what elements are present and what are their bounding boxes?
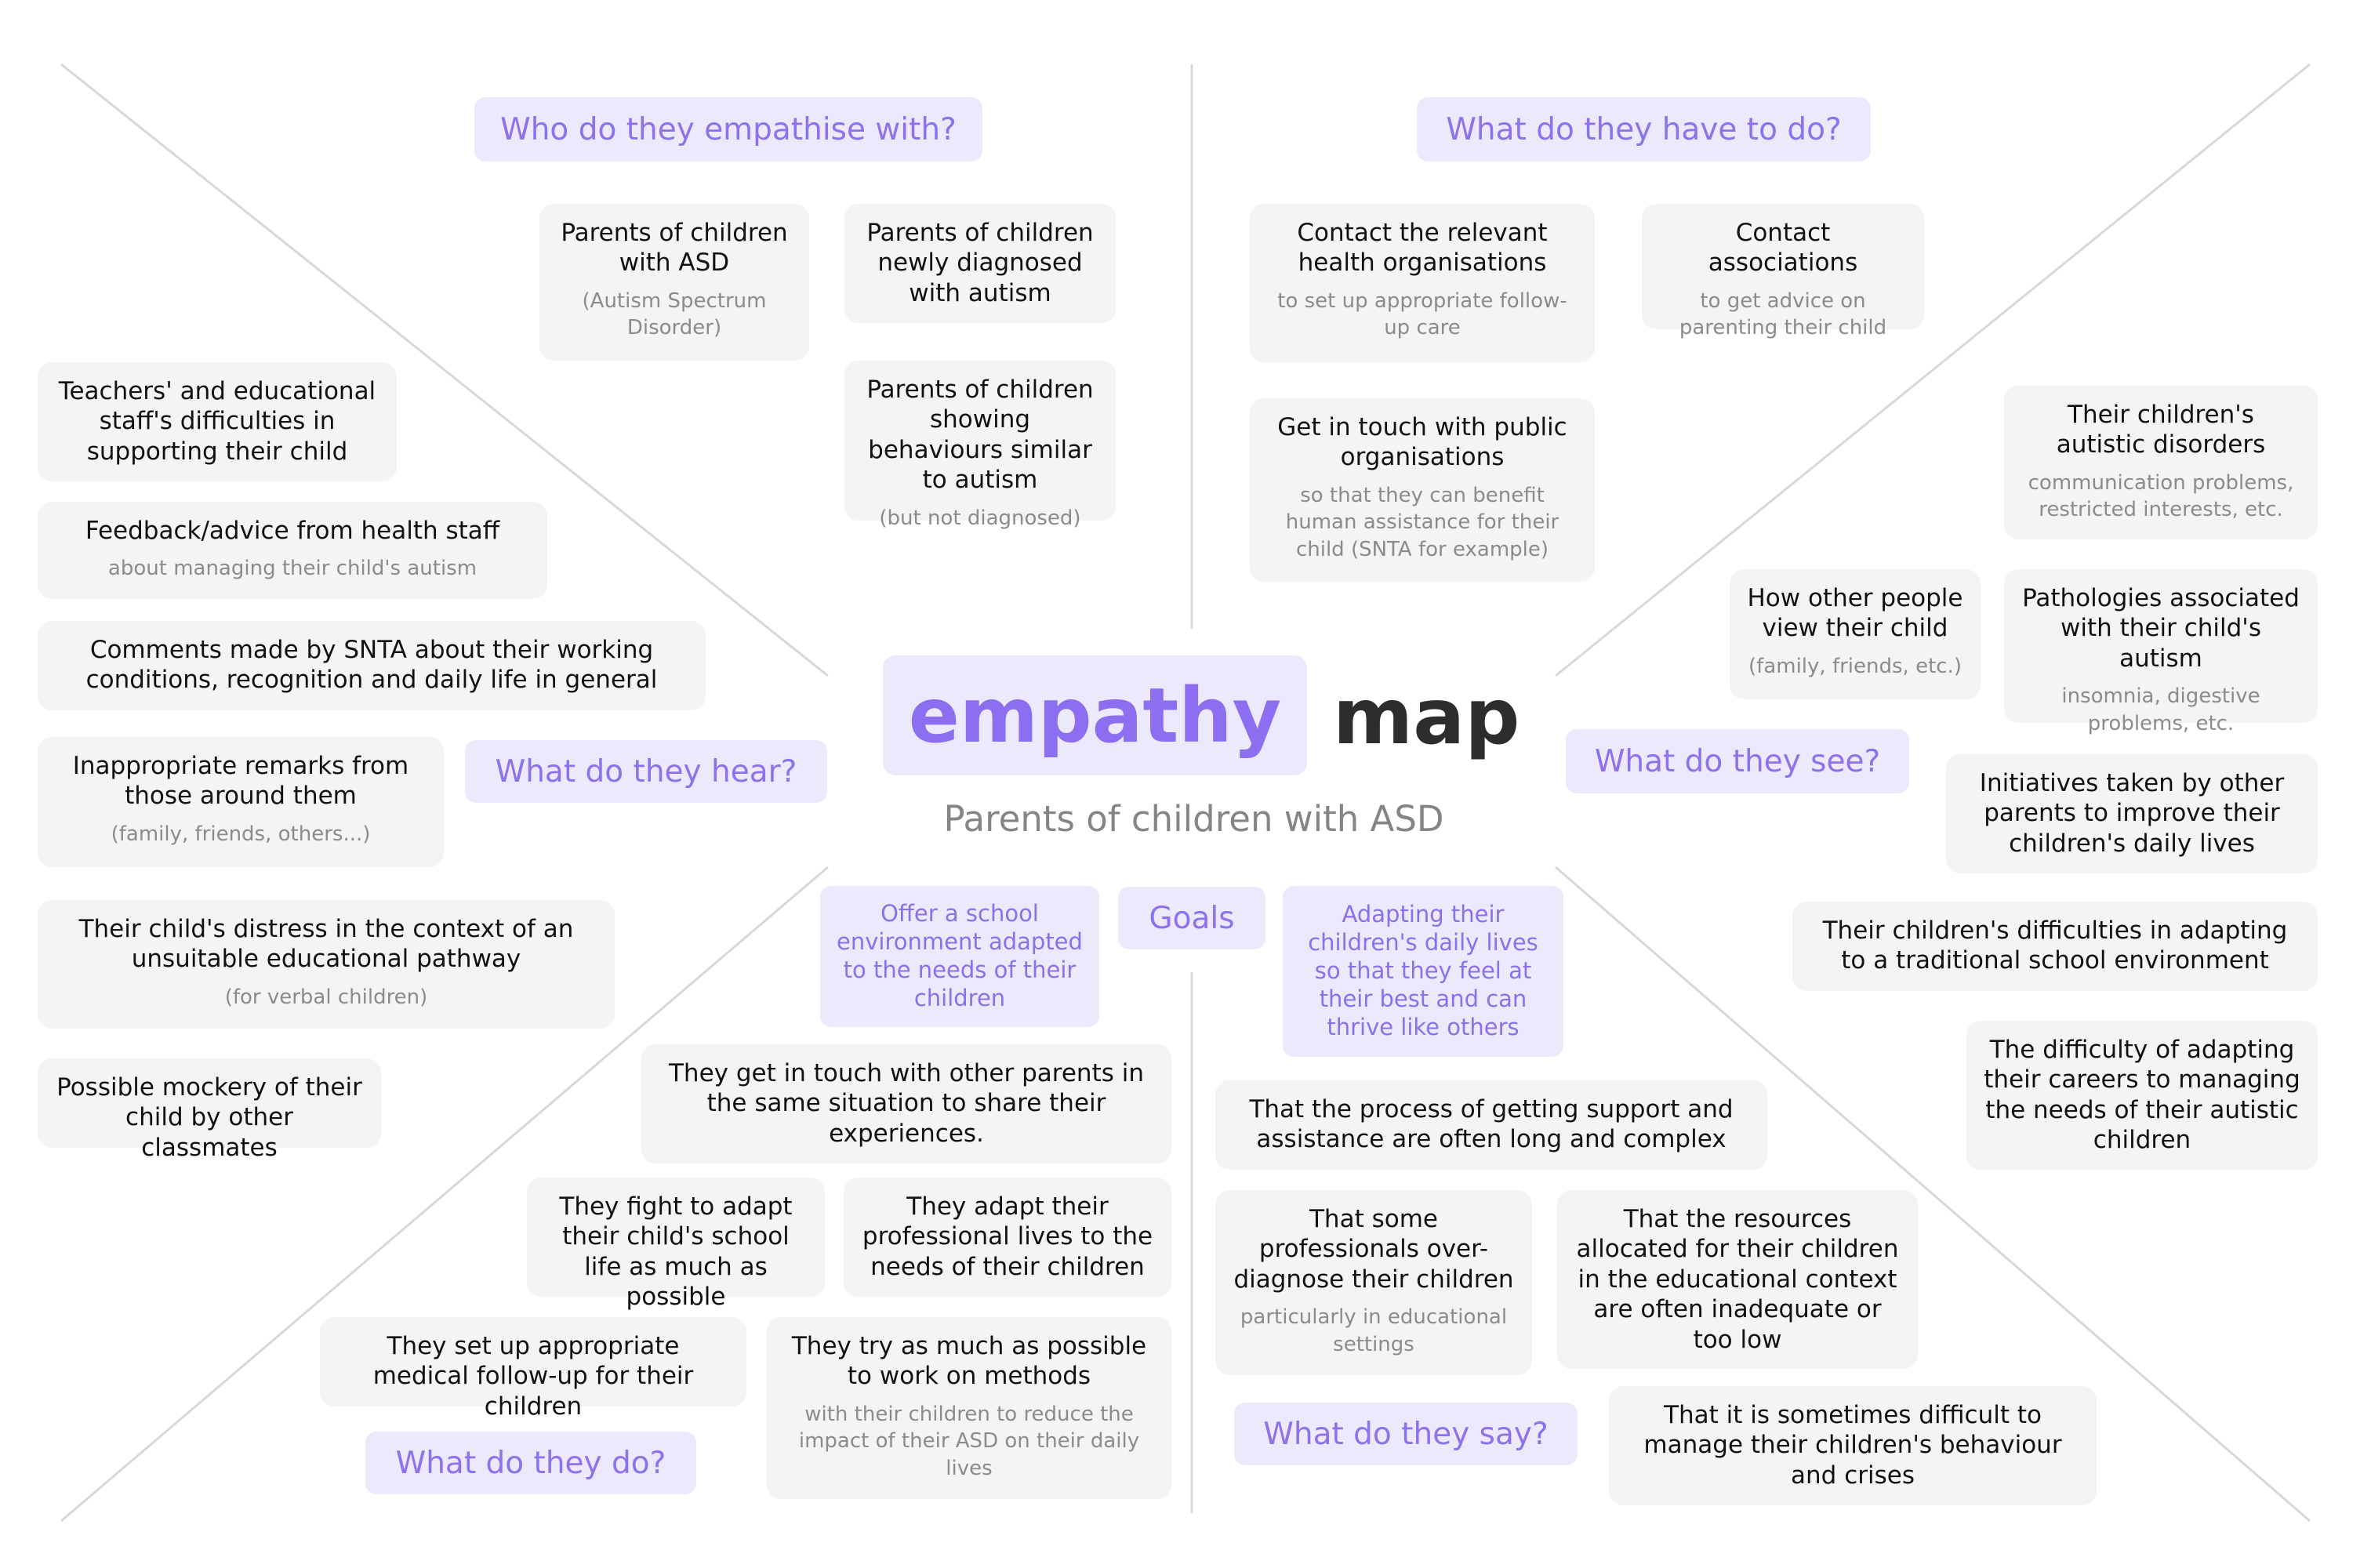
goal-card: Offer a school environment adapted to the needs of their children: [820, 886, 1099, 1027]
card-text: Contact the relevant health organisations: [1297, 219, 1548, 278]
card-text: They get in touch with other parents in the same situation to share their experiences.: [669, 1059, 1144, 1148]
card-subtext: so that they can benefit human assistance for their child (SNTA for example): [1285, 483, 1559, 561]
card-text: Possible mockery of their child by other classmates: [56, 1073, 362, 1162]
card-text: That some professionals over-diagnose their children: [1233, 1205, 1514, 1294]
have-to-do-card: [1250, 204, 1595, 362]
card-text: They fight to adapt their child's school life as much as possible: [559, 1192, 793, 1312]
card-subtext: (but not diagnosed): [879, 506, 1081, 530]
card-text: Initiatives taken by other parents to improve their children's daily lives: [1979, 769, 2285, 858]
see-card: [1946, 754, 2318, 873]
subtitle: Parents of children with ASD: [943, 798, 1444, 840]
card-text: Parents of children showing behaviours similar to autism: [866, 376, 1094, 495]
see-card: [2004, 569, 2318, 735]
card-subtext: insomnia, digestive problems, etc.: [2061, 684, 2260, 735]
section-empathise: Who do they empathise with?: [474, 97, 982, 162]
card-text: Pathologies associated with their child's autism: [2022, 584, 2300, 673]
card-text: Contact associations: [1708, 219, 1858, 278]
title-highlight: empathy: [883, 655, 1307, 775]
card-text: Their children's autistic disorders: [2056, 401, 2266, 459]
empathise-card: [844, 204, 1116, 323]
card-text: Get in touch with public organisations: [1277, 413, 1567, 472]
section-say: What do they say?: [1234, 1403, 1578, 1465]
card-text: Their children's difficulties in adapting to a traditional school environment: [1822, 916, 2288, 975]
empathise-card: [844, 361, 1116, 530]
hear-card: [38, 621, 706, 710]
say-card: [1215, 1080, 1767, 1170]
card-subtext: (Autism Spectrum Disorder): [582, 289, 767, 340]
card-subtext: about managing their child's autism: [107, 557, 477, 581]
card-text: That it is sometimes difficult to manage their children's behaviour and crises: [1643, 1401, 2062, 1490]
card-text: Teachers' and educational staff's difficulties in supporting their child: [58, 377, 376, 466]
do-card: [641, 1044, 1171, 1163]
section-do: What do they do?: [365, 1432, 696, 1494]
card-subtext: communication problems, restricted interests, etc.: [2028, 470, 2294, 522]
hear-card: [38, 737, 444, 867]
section-see: What do they see?: [1566, 729, 1909, 793]
see-card: [1730, 569, 1981, 699]
hear-card: [38, 1058, 381, 1162]
card-text: Their child's distress in the context of an unsuitable educational pathway: [78, 915, 574, 974]
card-text: The difficulty of adapting their careers to managing the needs of their autistic children: [1984, 1036, 2300, 1155]
have-to-do-card: [1250, 398, 1595, 582]
empathise-card: [539, 204, 809, 361]
card-text: Inappropriate remarks from those around them: [72, 752, 409, 811]
hear-card: [38, 362, 397, 481]
say-card: [1557, 1190, 1918, 1369]
card-subtext: (for verbal children): [224, 985, 428, 1009]
card-subtext: to get advice on parenting their child: [1679, 289, 1887, 340]
card-subtext: (family, friends, etc.): [1748, 654, 1962, 678]
card-text: How other people view their child: [1747, 584, 1963, 643]
see-card: [1966, 1021, 2318, 1170]
do-card: [844, 1178, 1171, 1297]
card-text: Parents of children with ASD: [561, 219, 788, 278]
do-card: [527, 1178, 825, 1312]
see-card: [1792, 902, 2318, 991]
hear-card: [38, 502, 547, 599]
card-text: That the resources allocated for their children in the educational context are often inadequate or too low: [1576, 1205, 1899, 1354]
do-card: [320, 1317, 746, 1421]
section-have-to-do: What do they have to do?: [1417, 97, 1871, 162]
card-text: Feedback/advice from health staff: [85, 517, 500, 545]
card-subtext: particularly in educational settings: [1240, 1305, 1508, 1356]
goal-card: Adapting their children's daily lives so that they feel at their best and can thrive like others: [1283, 886, 1563, 1057]
card-text: They adapt their professional lives to the needs of their children: [862, 1192, 1153, 1281]
card-subtext: to set up appropriate follow-up care: [1277, 289, 1567, 340]
have-to-do-card: [1642, 204, 1924, 340]
card-text: Comments made by SNTA about their working conditions, recognition and daily life in general: [85, 636, 658, 695]
card-text: That the process of getting support and assistance are often long and complex: [1249, 1095, 1734, 1154]
card-subtext: with their children to reduce the impact of their ASD on their daily lives: [798, 1402, 1140, 1480]
hear-card: [38, 900, 615, 1029]
title-word: map: [1333, 673, 1520, 762]
card-subtext: (family, friends, others...): [111, 822, 371, 846]
see-card: [2004, 386, 2318, 539]
section-hear: What do they hear?: [465, 740, 827, 803]
do-card: [767, 1317, 1171, 1499]
say-card: [1215, 1190, 1532, 1375]
section-goals: Goals: [1118, 887, 1265, 949]
say-card: [1609, 1386, 2097, 1505]
card-text: They try as much as possible to work on methods: [791, 1332, 1147, 1391]
card-text: Parents of children newly diagnosed with autism: [866, 219, 1094, 307]
card-text: They set up appropriate medical follow-up for their children: [372, 1332, 694, 1421]
